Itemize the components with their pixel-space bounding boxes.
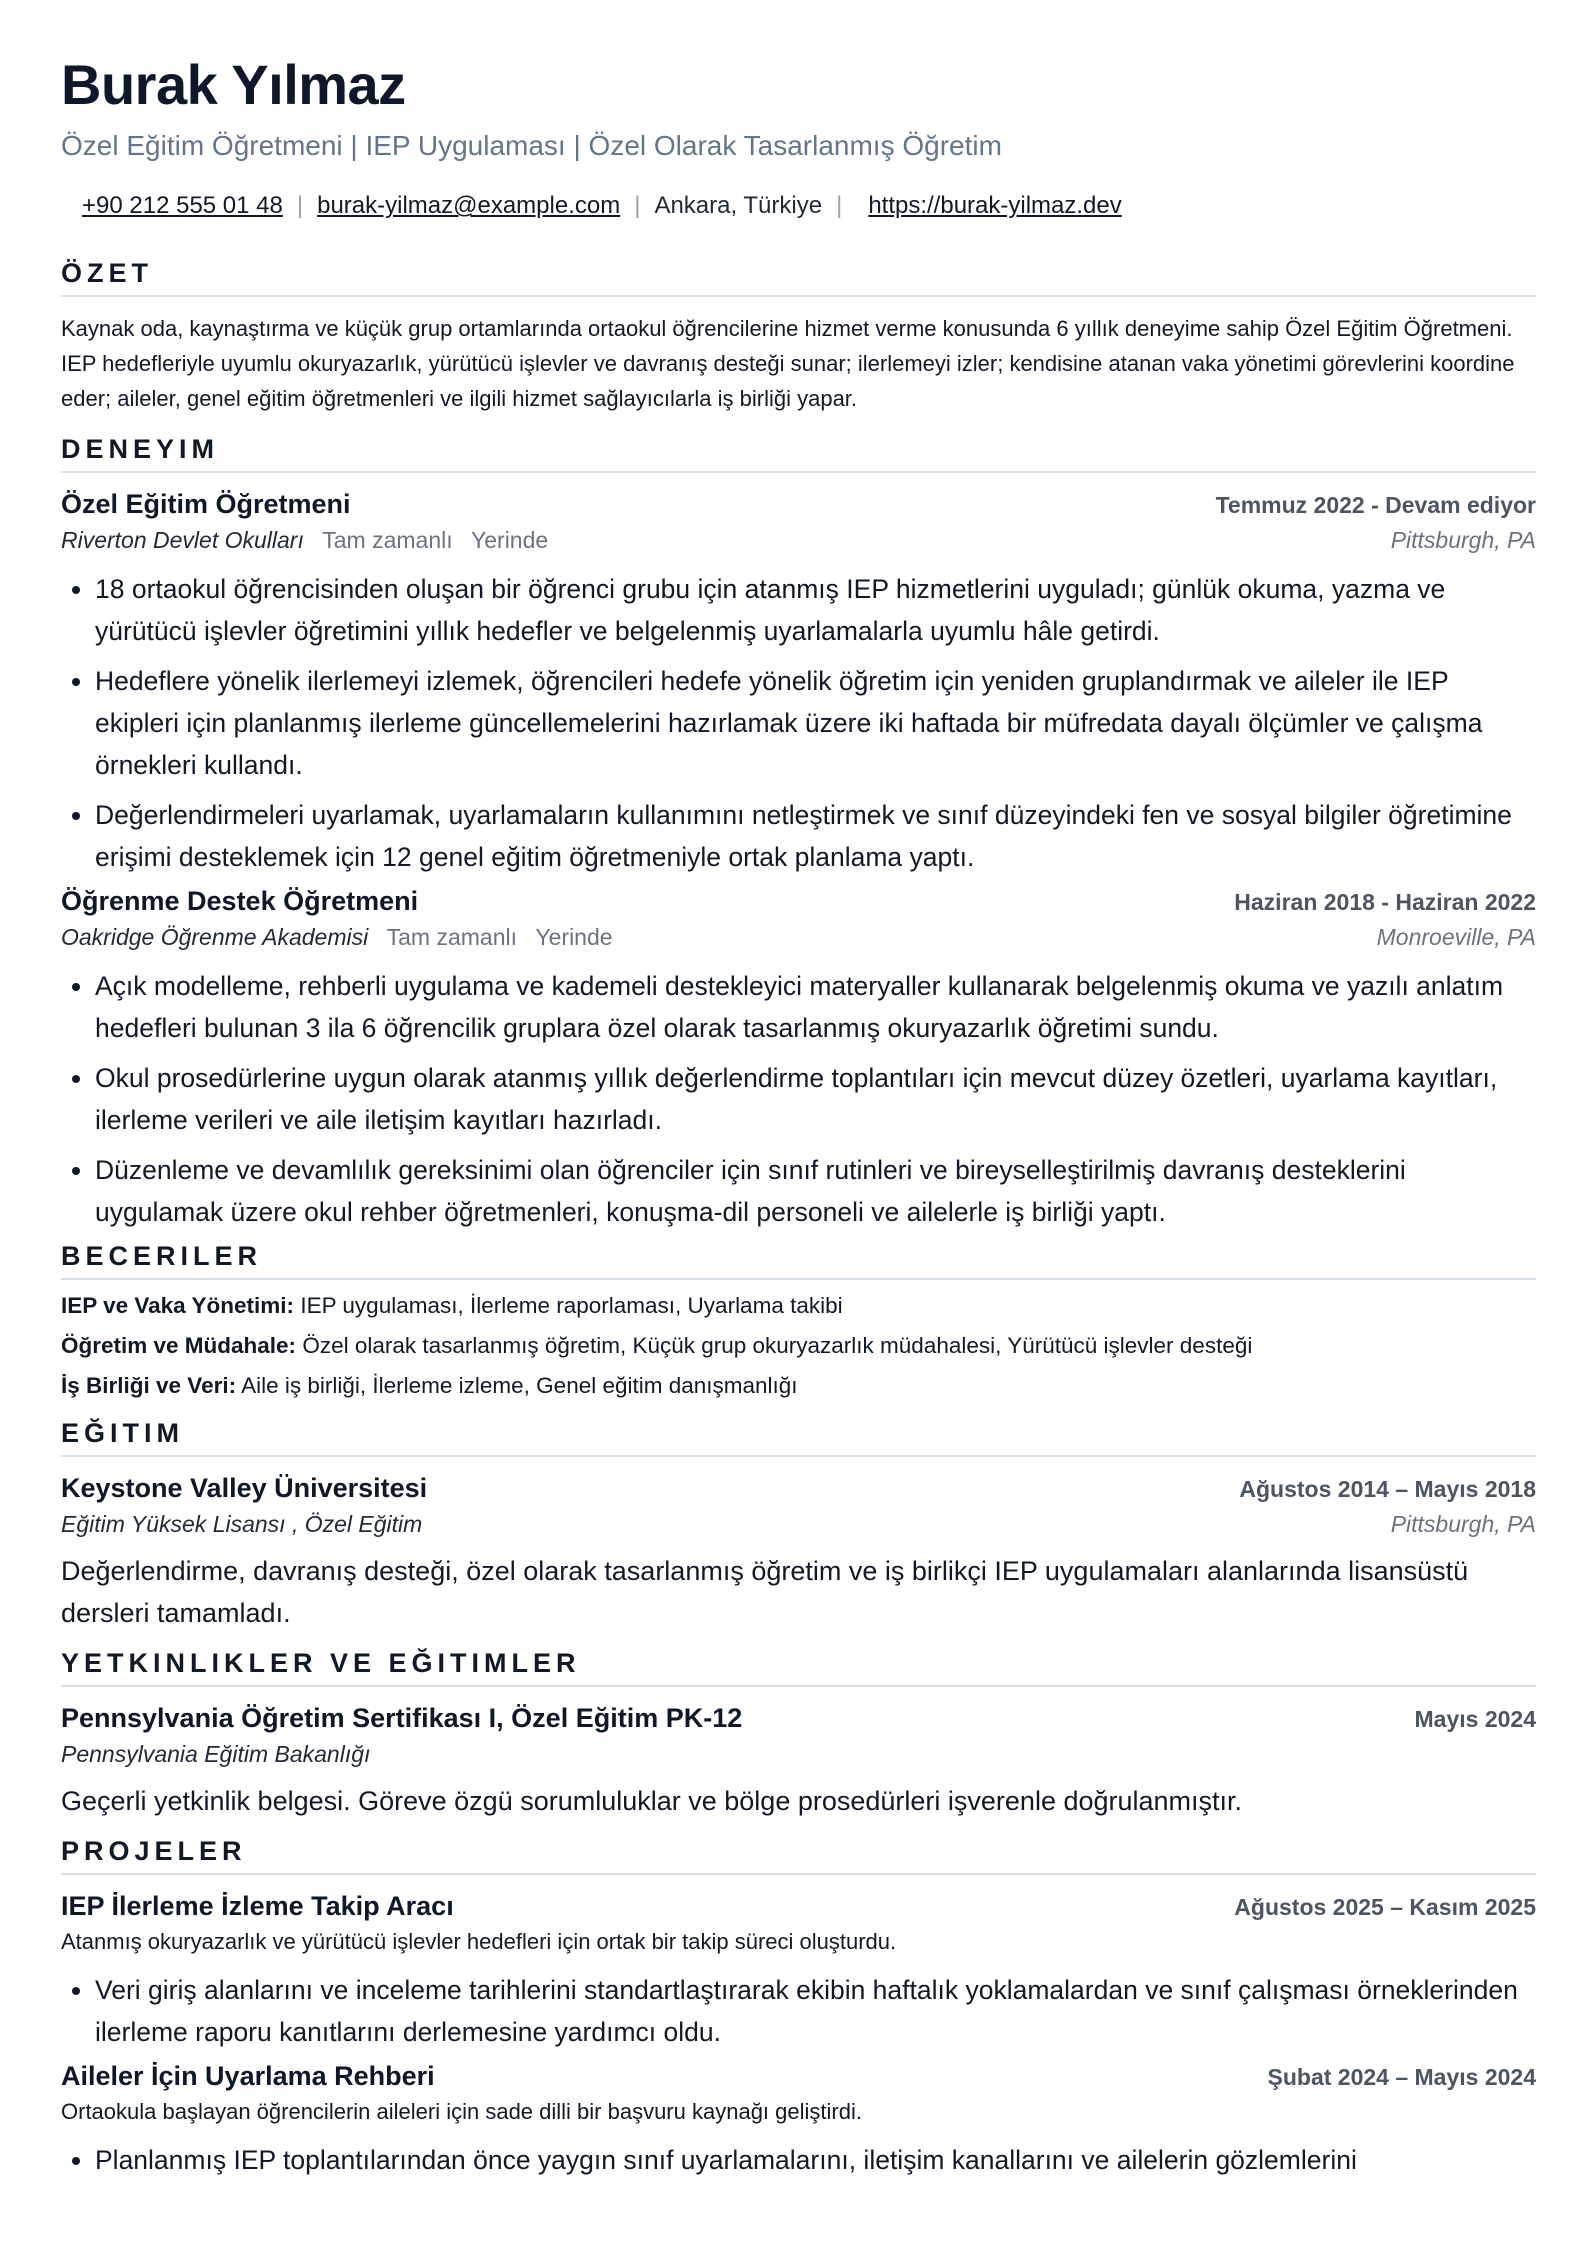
project-name: IEP İlerleme İzleme Takip Aracı [61, 1891, 454, 1922]
degree: Eğitim Yüksek Lisansı , Özel Eğitim [61, 1511, 423, 1538]
bullet-item: • Okul prosedürlerine uygun olarak atanmış yıllık değerlendirme toplantıları için mevcut düzey özetleri, uyarlama kayıtları, ilerleme verileri ve aile iletişim kayıtları hazırladı. [95, 1057, 1536, 1141]
job-dates: Temmuz 2022 - Devam ediyor [1215, 492, 1536, 519]
project-dates: Ağustos 2025 – Kasım 2025 [1234, 1894, 1536, 1921]
bullet-item: • Düzenleme ve devamlılık gereksinimi olan öğrenciler için sınıf rutinleri ve bireyselleştirilmiş davranış desteklerini uygulamak üzere okul rehber öğretmenleri, konuşma-dil personeli ve ailelerle iş birliği yaptı. [95, 1149, 1536, 1233]
bullet-item: • Planlanmış IEP toplantılarından önce yaygın sınıf uyarlamalarını, iletişim kanallarını ve ailelerin gözlemlerini [95, 2139, 1536, 2181]
skill-label: IEP ve Vaka Yönetimi: [61, 1293, 295, 1319]
certification-date: Mayıs 2024 [1414, 1706, 1536, 1733]
education-dates: Ağustos 2014 – Mayıs 2018 [1239, 1476, 1536, 1503]
job-dates: Haziran 2018 - Haziran 2022 [1234, 889, 1536, 916]
job-location: Pittsburgh, PA [1390, 527, 1536, 554]
skill-label: İş Birliği ve Veri: [61, 1373, 237, 1399]
education-heading: EĞITIM [61, 1418, 1536, 1457]
skill-line [61, 1366, 1536, 1406]
job-type: Tam zamanlı [322, 527, 453, 554]
email-link[interactable]: burak-yilmaz@example.com [317, 192, 621, 220]
bullet-item: • Hedeflere yönelik ilerlemeyi izlemek, öğrencileri hedefe yönelik öğretim için yeniden gruplandırmak ve aileler ile IEP ekipleri için planlanmış ilerleme güncellemelerini hazırlamak üzere iki haftada bir müfredata dayalı ölçümler ve çalışma örnekleri kullandı. [95, 660, 1536, 786]
summary-heading: ÖZET [61, 258, 1536, 297]
bullet-item: • Değerlendirmeleri uyarlamak, uyarlamaların kullanımını netleştirmek ve sınıf düzeyindeki fen ve sosyal bilgiler öğretimine erişimi desteklemek için 12 genel eğitim öğretmeniyle ortak planlama yaptı. [95, 794, 1536, 878]
certification-name: Pennsylvania Öğretim Sertifikası I, Özel Eğitim PK-12 [61, 1703, 743, 1734]
bullet-item: • Veri giriş alanlarını ve inceleme tarihlerini standartlaştırarak ekibin haftalık yoklamalardan ve sınıf çalışması örneklerinden ilerleme raporu kanıtlarını derlemesine yardımcı oldu. [95, 1969, 1536, 2053]
contact-bar [61, 192, 1536, 220]
candidate-name: Burak Yılmaz [61, 53, 406, 116]
project-description: Ortaokula başlayan öğrencilerin aileleri için sade dilli bir başvuru kaynağı geliştirdi. [61, 2099, 862, 2125]
certification-issuer: Pennsylvania Eğitim Bakanlığı [61, 1741, 371, 1768]
separator: | [296, 192, 304, 220]
experience-heading: DENEYIM [61, 434, 1536, 473]
job-mode: Yerinde [471, 527, 549, 554]
separator: | [634, 192, 641, 220]
job-org: Oakridge Öğrenme Akademisi [61, 924, 369, 951]
education-location: Pittsburgh, PA [1390, 1511, 1536, 1538]
job-title: Özel Eğitim Öğretmeni [61, 489, 351, 520]
skill-line [61, 1286, 1536, 1326]
project-description: Atanmış okuryazarlık ve yürütücü işlevler hedefleri için ortak bir takip süreci oluşturdu. [61, 1929, 897, 1955]
project-bullets [61, 1969, 1536, 2053]
projects-heading: PROJELER [61, 1836, 1536, 1875]
job-entry [61, 489, 1536, 878]
summary-text: Kaynak oda, kaynaştırma ve küçük grup ortamlarında ortaokul öğrencilerine hizmet verme konusunda 6 yıllık deneyime sahip Özel Eğitim Öğretmeni. IEP hedefleriyle uyumlu okuryazarlık, yürütücü işlevler ve davranış desteği sunar; ilerlemeyi izler; kendisine atanan vaka yönetimi görevlerini koordine eder; aileler, genel eğitim öğretmenleri ve ilgili hizmet sağlayıcılarla iş birliği yapar. [61, 316, 1515, 412]
job-org: Riverton Devlet Okulları [61, 527, 304, 554]
project-entry [61, 2061, 1536, 2181]
headline: Özel Eğitim Öğretmeni | IEP Uygulaması | Özel Olarak Tasarlanmış Öğretim [61, 129, 1002, 161]
job-location: Monroeville, PA [1376, 924, 1536, 951]
certification-text: Geçerli yetkinlik belgesi. Göreve özgü sorumluluklar ve bölge prosedürleri işverenle doğrulanmıştır. [61, 1786, 1243, 1817]
job-title: Öğrenme Destek Öğretmeni [61, 886, 419, 917]
skill-value: Özel olarak tasarlanmış öğretim, Küçük grup okuryazarlık müdahalesi, Yürütücü işlevler desteği [302, 1333, 1253, 1359]
job-entry [61, 886, 1536, 1233]
job-bullets [61, 965, 1536, 1233]
skill-value: Aile iş birliği, İlerleme izleme, Genel eğitim danışmanlığı [241, 1373, 798, 1399]
bullet-item: • Açık modelleme, rehberli uygulama ve kademeli destekleyici materyaller kullanarak belgelenmiş okuma ve yazılı anlatım hedefleri bulunan 3 ila 6 öğrencilik gruplara özel olarak tasarlanmış okuryazarlık öğretimi sundu. [95, 965, 1536, 1049]
job-type: Tam zamanlı [386, 924, 517, 951]
project-entry [61, 1891, 1536, 2053]
phone-link[interactable]: +90 212 555 01 48 [82, 192, 283, 220]
skill-line [61, 1326, 1536, 1366]
education-text: Değerlendirme, davranış desteği, özel olarak tasarlanmış öğretim ve iş birlikçi IEP uygulamaları alanlarında lisansüstü dersleri tamamladı. [61, 1556, 1469, 1629]
project-bullets [61, 2139, 1536, 2181]
project-name: Aileler İçin Uyarlama Rehberi [61, 2061, 435, 2092]
job-mode: Yerinde [535, 924, 613, 951]
certifications-heading: YETKINLIKLER VE EĞITIMLER [61, 1648, 1536, 1687]
skill-value: IEP uygulaması, İlerleme raporlaması, Uyarlama takibi [300, 1293, 843, 1319]
website-link[interactable]: https://burak-yilmaz.dev [868, 192, 1122, 220]
skills-list [61, 1286, 1536, 1406]
skills-heading: BECERILER [61, 1241, 1536, 1280]
project-dates: Şubat 2024 – Mayıs 2024 [1267, 2064, 1536, 2091]
skill-label: Öğretim ve Müdahale: [61, 1333, 297, 1359]
school-name: Keystone Valley Üniversitesi [61, 1473, 428, 1504]
location-text: Ankara, Türkiye [654, 192, 823, 220]
bullet-item: • 18 ortaokul öğrencisinden oluşan bir öğrenci grubu için atanmış IEP hizmetlerini uyguladı; günlük okuma, yazma ve yürütücü işlevler öğretimini yıllık hedefler ve belgelenmiş uyarlamalarla uyumlu hâle getirdi. [95, 568, 1536, 652]
job-bullets [61, 568, 1536, 878]
separator: | [836, 192, 843, 220]
